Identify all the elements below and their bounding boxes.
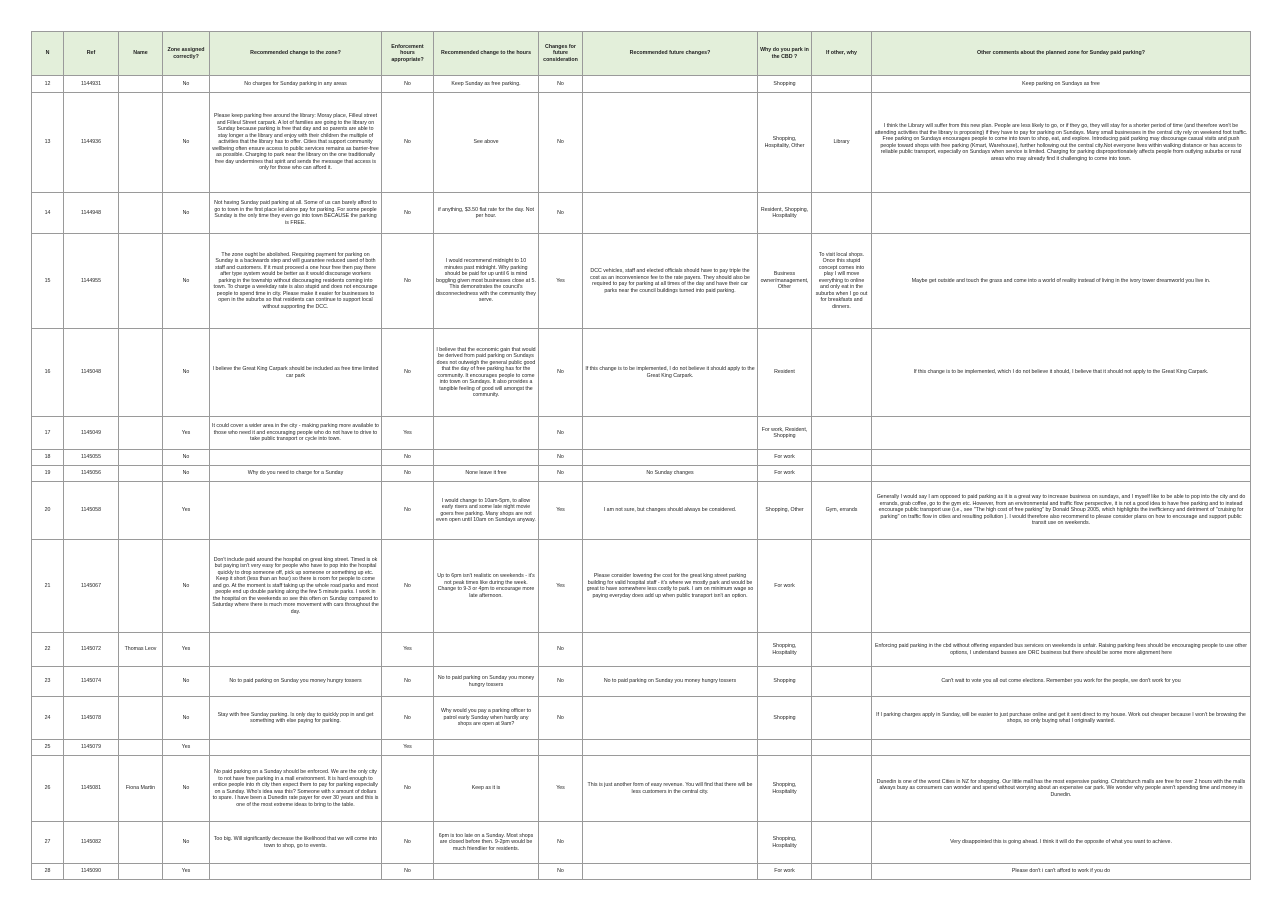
cell-future-changes — [583, 417, 758, 450]
cell-other-reason — [812, 329, 872, 417]
header-ref: Ref — [64, 32, 119, 76]
cell-ref: 1145078 — [64, 697, 119, 740]
cell-other-comments: If I parking charges apply in Sunday, will be easier to just purchase online and get it sent direct to my house. Work out cheaper because I won't be browsing the shops, so only buying what I originally wanted. — [872, 697, 1251, 740]
cell-other-reason: Gym, errands — [812, 482, 872, 540]
cell-other-comments — [872, 417, 1251, 450]
cell-other-comments — [872, 466, 1251, 482]
cell-future-consideration: Yes — [539, 234, 583, 329]
table-row — [32, 822, 1251, 864]
cell-ref: 1145058 — [64, 482, 119, 540]
cell-enforcement-hours: No — [382, 193, 434, 234]
cell-name — [119, 193, 163, 234]
table-body — [32, 76, 1251, 880]
cell-other-comments — [872, 450, 1251, 466]
cell-enforcement-hours: No — [382, 697, 434, 740]
cell-future-consideration: No — [539, 864, 583, 880]
table-row — [32, 740, 1251, 756]
cell-zone-change: No to paid parking on Sunday you money hungry tossers — [210, 667, 382, 697]
cell-other-reason — [812, 466, 872, 482]
cell-zone-change — [210, 633, 382, 667]
cell-n: 24 — [32, 697, 64, 740]
cell-other-reason — [812, 540, 872, 633]
cell-name — [119, 417, 163, 450]
cell-hours-change: 6pm is too late on a Sunday. Most shops are closed before then. 9-2pm would be much friendlier for residents. — [434, 822, 539, 864]
cell-zone-change: Don't include paid around the hospital on great king street. Timed is ok but paying isn't very easy for people who have to pop into the hospital quickly to drop someone off, pick up someone or something up etc. Keep it short (less than an hour) so there is room for people to come and go. At the moment is staff taking up the whole road parks and most people end up double parking along the few 5 minute parks. I work in the hospital on the weekends so see this often on Sunday compared to Saturday where there is much more movement with cars throughout the day. — [210, 540, 382, 633]
table-row — [32, 864, 1251, 880]
cell-n: 25 — [32, 740, 64, 756]
table-row — [32, 193, 1251, 234]
cell-future-consideration: No — [539, 697, 583, 740]
cell-zone-change: No charges for Sunday parking in any areas — [210, 76, 382, 93]
table-header-row — [32, 32, 1251, 76]
cell-name: Fiona Martin — [119, 756, 163, 822]
submissions-table-container — [31, 31, 1250, 880]
cell-n: 21 — [32, 540, 64, 633]
cell-ref: 1145074 — [64, 667, 119, 697]
cell-future-changes: I am not sure, but changes should always be considered. — [583, 482, 758, 540]
cell-enforcement-hours: Yes — [382, 740, 434, 756]
cell-ref: 1145090 — [64, 864, 119, 880]
cell-future-changes: Please consider lowering the cost for the great king street parking building for valid hospital staff - it's where we mostly park and would be great to have somewhere less costly to park. I am on minimum wage so paying everyday does add up when public transport isn't an option. — [583, 540, 758, 633]
cell-hours-change: No to paid parking on Sunday you money hungry tossers — [434, 667, 539, 697]
cell-name — [119, 234, 163, 329]
cell-enforcement-hours: No — [382, 76, 434, 93]
table-row — [32, 93, 1251, 193]
cell-other-comments: Please don't i can't afford to work if you do — [872, 864, 1251, 880]
cell-park-reason: For work — [758, 450, 812, 466]
cell-zone-assigned: No — [163, 540, 210, 633]
header-future-changes: Recommended future changes? — [583, 32, 758, 76]
cell-other-reason: Library — [812, 93, 872, 193]
cell-n: 23 — [32, 667, 64, 697]
cell-other-reason — [812, 864, 872, 880]
cell-n: 13 — [32, 93, 64, 193]
cell-zone-change: Stay with free Sunday parking. Is only day to quickly pop in and get something with else paying for parking. — [210, 697, 382, 740]
cell-zone-assigned: No — [163, 667, 210, 697]
cell-future-changes — [583, 193, 758, 234]
cell-hours-change — [434, 633, 539, 667]
cell-zone-change: Too big. Will significantly decrease the likelihood that we will come into town to shop, go to events. — [210, 822, 382, 864]
cell-hours-change: I believe that the economic gain that would be derived from paid parking on Sundays does not outweigh the general public good that the day of free parking has for the community. It encourages people to come into town on Sundays. It also provides a tangible feeling of good will amongst the community. — [434, 329, 539, 417]
cell-park-reason: Shopping — [758, 667, 812, 697]
cell-hours-change: None leave it free — [434, 466, 539, 482]
cell-future-consideration: No — [539, 466, 583, 482]
cell-name — [119, 93, 163, 193]
cell-enforcement-hours: No — [382, 466, 434, 482]
header-n: N — [32, 32, 64, 76]
cell-park-reason: Resident — [758, 329, 812, 417]
cell-other-reason — [812, 450, 872, 466]
cell-other-reason — [812, 193, 872, 234]
cell-hours-change: Keep Sunday as free parking. — [434, 76, 539, 93]
cell-ref: 1145079 — [64, 740, 119, 756]
cell-ref: 1144931 — [64, 76, 119, 93]
cell-other-comments — [872, 540, 1251, 633]
header-enforcement-hours: Enforcement hours appropriate? — [382, 32, 434, 76]
table-row — [32, 417, 1251, 450]
cell-park-reason: Shopping, Hospitality — [758, 756, 812, 822]
cell-enforcement-hours: No — [382, 667, 434, 697]
cell-park-reason: Shopping — [758, 697, 812, 740]
cell-future-changes: DCC vehicles, staff and elected officials should have to pay triple the cost as an inconvenience fee to the rate payers. They should also be required to pay for parking at all times of the day and have their car parks near the council buildings turned into paid parking. — [583, 234, 758, 329]
cell-other-reason — [812, 756, 872, 822]
cell-future-changes: If this change is to be implemented, I do not believe it should apply to the Great King Carpark. — [583, 329, 758, 417]
cell-zone-change — [210, 740, 382, 756]
cell-park-reason: Business owner/management, Other — [758, 234, 812, 329]
cell-ref: 1145082 — [64, 822, 119, 864]
cell-future-consideration: No — [539, 193, 583, 234]
cell-n: 15 — [32, 234, 64, 329]
cell-enforcement-hours: No — [382, 864, 434, 880]
table-row — [32, 697, 1251, 740]
cell-name — [119, 540, 163, 633]
cell-enforcement-hours: No — [382, 540, 434, 633]
table-row — [32, 329, 1251, 417]
cell-n: 16 — [32, 329, 64, 417]
cell-park-reason: Shopping, Hospitality — [758, 822, 812, 864]
cell-other-comments: Dunedin is one of the worst Cities in NZ for shopping. Our little mall has the most expensive parking. Christchurch malls are free for over 2 hours with the malls always busy as consumers can wonder and spend without worrying about an expensive car park. We wonder why people aren't spending time and money in Dunedin. — [872, 756, 1251, 822]
cell-park-reason: For work, Resident, Shopping — [758, 417, 812, 450]
cell-park-reason: Shopping, Other — [758, 482, 812, 540]
cell-zone-change — [210, 482, 382, 540]
cell-ref: 1144936 — [64, 93, 119, 193]
cell-hours-change: if anything, $3.50 flat rate for the day. Not per hour. — [434, 193, 539, 234]
table-row — [32, 234, 1251, 329]
cell-n: 26 — [32, 756, 64, 822]
table-row — [32, 667, 1251, 697]
cell-zone-assigned: No — [163, 697, 210, 740]
cell-park-reason: For work — [758, 466, 812, 482]
cell-name — [119, 482, 163, 540]
cell-future-consideration: No — [539, 450, 583, 466]
cell-hours-change: See above — [434, 93, 539, 193]
header-hours-change: Recommended change to the hours — [434, 32, 539, 76]
header-park-reason: Why do you park in the CBD ? — [758, 32, 812, 76]
cell-zone-assigned: Yes — [163, 740, 210, 756]
cell-ref: 1145055 — [64, 450, 119, 466]
table-row — [32, 633, 1251, 667]
cell-ref: 1144948 — [64, 193, 119, 234]
cell-name — [119, 822, 163, 864]
cell-n: 14 — [32, 193, 64, 234]
cell-future-consideration: Yes — [539, 756, 583, 822]
cell-zone-assigned: Yes — [163, 633, 210, 667]
cell-n: 12 — [32, 76, 64, 93]
cell-hours-change: I would recommend midnight to 10 minutes past midnight. Why parking should be paid for up until 6 is mind boggling given most businesses close at 5. This demonstrates the council's disconnectedness with the community they serve. — [434, 234, 539, 329]
cell-zone-assigned: No — [163, 93, 210, 193]
cell-enforcement-hours: Yes — [382, 633, 434, 667]
cell-hours-change — [434, 740, 539, 756]
cell-enforcement-hours: No — [382, 93, 434, 193]
cell-name — [119, 329, 163, 417]
cell-hours-change — [434, 450, 539, 466]
cell-future-consideration: No — [539, 93, 583, 193]
cell-zone-change: Why do you need to charge for a Sunday — [210, 466, 382, 482]
cell-name — [119, 697, 163, 740]
cell-zone-change: Please keep parking free around the library: Moray place, Filleul street and Filleul Street carpark. A lot of families are going to the library on Sunday because parking is free that day and so parents are able to stay longer a the library and enjoy with their children the multiple of activities that the library has to offer. Cities that support community wellbeing often ensure access to public services remains as barrier-free as possible. Charging to park near the library on the one traditionally free day undermines that spirit and sends the message that access is only for those who can afford it. — [210, 93, 382, 193]
cell-future-changes: This is just another form of easy revenue. You will find that there will be less customers in the central city. — [583, 756, 758, 822]
cell-other-comments: Very disappointed this is going ahead. I think it will do the opposite of what you want to achieve. — [872, 822, 1251, 864]
cell-hours-change — [434, 864, 539, 880]
cell-enforcement-hours: No — [382, 450, 434, 466]
cell-park-reason: For work — [758, 864, 812, 880]
cell-n: 28 — [32, 864, 64, 880]
cell-enforcement-hours: Yes — [382, 417, 434, 450]
header-zone-assigned: Zone assigned correctly? — [163, 32, 210, 76]
cell-ref: 1145072 — [64, 633, 119, 667]
cell-zone-change: Not having Sunday paid parking at all. Some of us can barely afford to go to town in the first place let alone pay for parking. For some people Sunday is the only time they even go into town BECAUSE the parking is FREE. — [210, 193, 382, 234]
cell-future-changes — [583, 822, 758, 864]
cell-future-changes — [583, 450, 758, 466]
cell-name — [119, 864, 163, 880]
cell-zone-change — [210, 864, 382, 880]
cell-hours-change: Why would you pay a parking officer to patrol early Sunday when hardly any shops are open at 9am? — [434, 697, 539, 740]
cell-zone-change: It could cover a wider area in the city - making parking more available to those who need it and encouraging people who do not have to drive to take public transport or cycle into town. — [210, 417, 382, 450]
cell-future-consideration: No — [539, 76, 583, 93]
cell-name — [119, 740, 163, 756]
cell-enforcement-hours: No — [382, 234, 434, 329]
cell-future-changes — [583, 76, 758, 93]
cell-future-consideration: No — [539, 633, 583, 667]
cell-park-reason: Shopping, Hospitality — [758, 633, 812, 667]
cell-hours-change: Keep as it is — [434, 756, 539, 822]
cell-other-comments: If this change is to be implemented, which I do not believe it should, I believe that it should not apply to the Great King Carpark. — [872, 329, 1251, 417]
cell-zone-assigned: Yes — [163, 864, 210, 880]
table-row — [32, 540, 1251, 633]
cell-name — [119, 450, 163, 466]
table-row — [32, 76, 1251, 93]
cell-n: 20 — [32, 482, 64, 540]
cell-park-reason: For work — [758, 540, 812, 633]
cell-n: 19 — [32, 466, 64, 482]
cell-n: 17 — [32, 417, 64, 450]
cell-other-comments: Keep parking on Sundays as free — [872, 76, 1251, 93]
header-other-comments: Other comments about the planned zone for Sunday paid parking? — [872, 32, 1251, 76]
cell-other-comments: Can't wait to vote you all out come elections. Remember you work for the people, we don't work for you — [872, 667, 1251, 697]
cell-future-consideration — [539, 740, 583, 756]
cell-other-comments — [872, 193, 1251, 234]
cell-future-changes — [583, 633, 758, 667]
cell-future-consideration: No — [539, 822, 583, 864]
cell-zone-assigned: No — [163, 756, 210, 822]
cell-zone-assigned: No — [163, 76, 210, 93]
header-name: Name — [119, 32, 163, 76]
cell-future-changes — [583, 740, 758, 756]
cell-future-changes — [583, 697, 758, 740]
cell-ref: 1145056 — [64, 466, 119, 482]
cell-park-reason — [758, 740, 812, 756]
cell-enforcement-hours: No — [382, 822, 434, 864]
cell-zone-assigned: No — [163, 329, 210, 417]
cell-future-consideration: No — [539, 667, 583, 697]
table-row — [32, 756, 1251, 822]
cell-name — [119, 76, 163, 93]
cell-enforcement-hours: No — [382, 756, 434, 822]
cell-enforcement-hours: No — [382, 482, 434, 540]
cell-zone-assigned: No — [163, 234, 210, 329]
cell-zone-change: No paid parking on a Sunday should be enforced. We are the only city to not have free parking in a mall environment. It is hard enough to entice people into rh city then expect them to pay for parking especially on a Sunday. Who's idea was this? Someone with x amount of dollars to spare. I have been a Dunedin rate payer for over 30 years and this is one of the most extreme ideas to bring to the table. — [210, 756, 382, 822]
cell-ref: 1145049 — [64, 417, 119, 450]
cell-other-reason — [812, 697, 872, 740]
cell-other-reason — [812, 633, 872, 667]
cell-other-comments: Enforcing paid parking in the cbd without offering expanded bus services on weekends is unfair. Raising parking fees should be encouraging people to use other options, I understand busses are ORC business but there should be some more alignment here — [872, 633, 1251, 667]
cell-other-reason — [812, 822, 872, 864]
cell-future-changes: No to paid parking on Sunday you money hungry tossers — [583, 667, 758, 697]
cell-future-changes — [583, 93, 758, 193]
cell-other-reason — [812, 740, 872, 756]
cell-ref: 1145067 — [64, 540, 119, 633]
header-other-reason: If other, why — [812, 32, 872, 76]
cell-park-reason: Resident, Shopping, Hospitality — [758, 193, 812, 234]
cell-hours-change: Up to 6pm isn't realistic on weekends - it's not peak times like during the week. Change to 9-3 or 4pm to encourage more late afternoon. — [434, 540, 539, 633]
cell-zone-change: The zone ought be abolished. Requiring payment for parking on Sunday is a backwards step and will guarantee reduced used of both staff and customers. If it must proceed a one hour free then pay there after type system would be better as it would discourage workers parking in the township without discouraging residents coming into town. To charge a weekday rate is also stupid and does not encourage people to spend time in city. Please make it easier for businesses to open in the suburbs so that residents can continue to support local without supporting the DCC. — [210, 234, 382, 329]
cell-n: 27 — [32, 822, 64, 864]
cell-zone-assigned: No — [163, 822, 210, 864]
header-zone-change: Recommended change to the zone? — [210, 32, 382, 76]
cell-future-consideration: No — [539, 417, 583, 450]
cell-future-consideration: Yes — [539, 482, 583, 540]
cell-ref: 1145048 — [64, 329, 119, 417]
cell-future-changes: No Sunday changes — [583, 466, 758, 482]
cell-zone-assigned: Yes — [163, 417, 210, 450]
cell-zone-assigned: No — [163, 193, 210, 234]
cell-zone-assigned: No — [163, 450, 210, 466]
cell-other-reason — [812, 76, 872, 93]
cell-other-comments: Maybe get outside and touch the grass and come into a world of reality instead of living in the ivory tower dreamworld you live in. — [872, 234, 1251, 329]
cell-other-comments: Generally I would say I am opposed to paid parking as it is a great way to increase business on sundays, and I myself like to be able to pop into the city and do errands, grab coffee, go to the gym etc. However, from an environmental and traffic flow perspective, it is not a good idea to have free parking and to instead encourage public transport use (i.e., see "The high cost of free parking" by Donald Shoup 2005, which highlights the inefficiency and detriment of "cruising for parking" on traffic flow in cities and resulting pollution ). I would therefore also recommend to please consider plans on how to encourage and support public transit use on weekends. — [872, 482, 1251, 540]
cell-n: 18 — [32, 450, 64, 466]
cell-park-reason: Shopping — [758, 76, 812, 93]
cell-n: 22 — [32, 633, 64, 667]
cell-zone-assigned: Yes — [163, 482, 210, 540]
cell-ref: 1144955 — [64, 234, 119, 329]
cell-enforcement-hours: No — [382, 329, 434, 417]
header-future-consideration: Changes for future consideration — [539, 32, 583, 76]
cell-other-reason — [812, 417, 872, 450]
table-row — [32, 482, 1251, 540]
cell-other-comments: I think the Library will suffer from this new plan. People are less likely to go, or if they go, they will stay for a shorter period of time (and therefore won't be attending activities that the library is proposing) if they have to pay for parking on Sundays. Many small businesses in the central city rely on weekend foot traffic. Free parking on Sundays encourages people to come into town to shop, eat, and explore. Introducing paid parking may discourage casual visits and push people toward shops with free parking (Kmart, Warehouse), further hollowing out the central city.Not everyone lives within walking distance or has access to reliable public transport, especially on Sundays when service is limited. Charging for parking disproportionately affects people from outlying suburbs or rural areas who may already find it challenging to come into town. — [872, 93, 1251, 193]
cell-hours-change — [434, 417, 539, 450]
cell-other-reason — [812, 667, 872, 697]
cell-future-consideration: Yes — [539, 540, 583, 633]
cell-park-reason: Shopping, Hospitality, Other — [758, 93, 812, 193]
table-row — [32, 466, 1251, 482]
cell-hours-change: I would change to 10am-5pm, to allow early risers and some late night movie goers free parking. Many shops are not even open until 10am on Sundays anyway. — [434, 482, 539, 540]
table-row — [32, 450, 1251, 466]
submissions-table — [31, 31, 1251, 880]
cell-other-comments — [872, 740, 1251, 756]
cell-future-changes — [583, 864, 758, 880]
cell-name — [119, 466, 163, 482]
cell-future-consideration: No — [539, 329, 583, 417]
cell-ref: 1145081 — [64, 756, 119, 822]
cell-zone-change — [210, 450, 382, 466]
cell-zone-assigned: No — [163, 466, 210, 482]
cell-zone-change: I believe the Great King Carpark should be included as free time limited car park — [210, 329, 382, 417]
cell-other-reason: To visit local shops. Once this stupid concept comes into play I will move everything to online and only eat in the suburbs when I go out for breakfasts and dinners. — [812, 234, 872, 329]
cell-name — [119, 667, 163, 697]
cell-name: Thomas Leov — [119, 633, 163, 667]
